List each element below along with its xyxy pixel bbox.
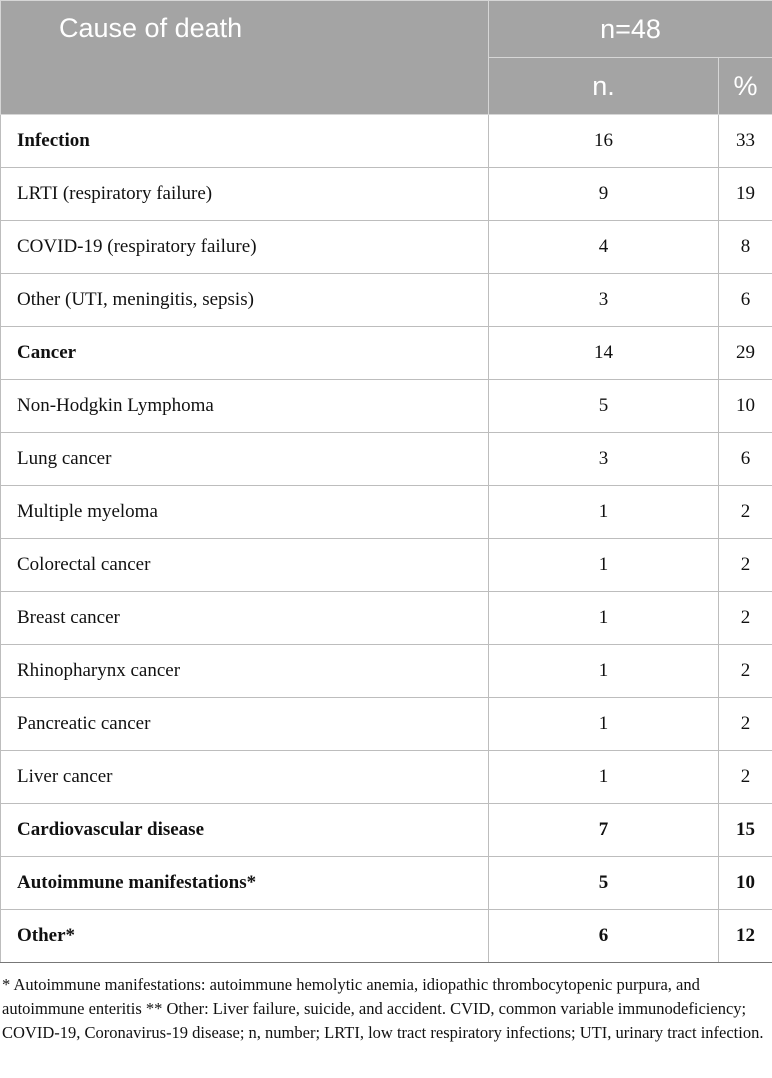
column-header-total: n=48 <box>489 1 772 58</box>
table-row <box>1 645 772 698</box>
row-count: 6 <box>489 910 719 963</box>
row-percent: 2 <box>719 751 772 804</box>
table-row <box>1 539 772 592</box>
row-label: Non-Hodgkin Lymphoma <box>1 380 489 433</box>
row-percent: 8 <box>719 221 772 274</box>
table-header <box>1 1 772 115</box>
row-label: Other (UTI, meningitis, sepsis) <box>1 274 489 327</box>
row-label: Colorectal cancer <box>1 539 489 592</box>
row-percent: 33 <box>719 115 772 168</box>
row-percent: 10 <box>719 380 772 433</box>
row-label: Liver cancer <box>1 751 489 804</box>
row-percent: 2 <box>719 645 772 698</box>
row-label: COVID-19 (respiratory failure) <box>1 221 489 274</box>
row-percent: 19 <box>719 168 772 221</box>
row-count: 14 <box>489 327 719 380</box>
row-count: 7 <box>489 804 719 857</box>
table-row <box>1 327 772 380</box>
table-row <box>1 804 772 857</box>
table-row <box>1 274 772 327</box>
table-footnote: * Autoimmune manifestations: autoimmune hemolytic anemia, idiopathic thrombocytopenic purpura, and autoimmune enteritis ** Other: Liver failure, suicide, and accident. CVID, common variable immunodeficiency; COVID-19, Coronavirus-19 disease; n, number; LRTI, low tract respiratory infections; UTI, urinary tract infection. <box>2 975 764 1042</box>
row-count: 16 <box>489 115 719 168</box>
row-label: Infection <box>1 115 489 168</box>
row-count: 5 <box>489 380 719 433</box>
table-row <box>1 857 772 910</box>
row-percent: 2 <box>719 539 772 592</box>
row-count: 1 <box>489 751 719 804</box>
row-label: Multiple myeloma <box>1 486 489 539</box>
table-row <box>1 486 772 539</box>
row-count: 9 <box>489 168 719 221</box>
row-label: Lung cancer <box>1 433 489 486</box>
row-count: 1 <box>489 645 719 698</box>
row-percent: 6 <box>719 274 772 327</box>
row-percent: 12 <box>719 910 772 963</box>
row-percent: 10 <box>719 857 772 910</box>
row-count: 1 <box>489 539 719 592</box>
table-body <box>1 115 772 963</box>
table-row <box>1 592 772 645</box>
table-row <box>1 380 772 433</box>
row-count: 1 <box>489 592 719 645</box>
row-percent: 6 <box>719 433 772 486</box>
row-percent: 2 <box>719 698 772 751</box>
row-percent: 2 <box>719 592 772 645</box>
table-row <box>1 221 772 274</box>
row-count: 1 <box>489 486 719 539</box>
header-row-top <box>1 1 772 58</box>
row-count: 3 <box>489 274 719 327</box>
row-count: 4 <box>489 221 719 274</box>
row-percent: 15 <box>719 804 772 857</box>
row-count: 5 <box>489 857 719 910</box>
column-header-cause: Cause of death <box>1 1 489 115</box>
row-percent: 29 <box>719 327 772 380</box>
table-row <box>1 433 772 486</box>
row-count: 1 <box>489 698 719 751</box>
table-row <box>1 910 772 963</box>
row-label: Cancer <box>1 327 489 380</box>
row-label: Rhinopharynx cancer <box>1 645 489 698</box>
column-header-percent: % <box>719 58 772 115</box>
row-label: Autoimmune manifestations* <box>1 857 489 910</box>
row-count: 3 <box>489 433 719 486</box>
table-row <box>1 115 772 168</box>
table-row <box>1 698 772 751</box>
table-row <box>1 751 772 804</box>
row-label: Other* <box>1 910 489 963</box>
row-label: Cardiovascular disease <box>1 804 489 857</box>
column-header-n: n. <box>489 58 719 115</box>
row-label: Breast cancer <box>1 592 489 645</box>
row-percent: 2 <box>719 486 772 539</box>
row-label: LRTI (respiratory failure) <box>1 168 489 221</box>
table-row <box>1 168 772 221</box>
row-label: Pancreatic cancer <box>1 698 489 751</box>
